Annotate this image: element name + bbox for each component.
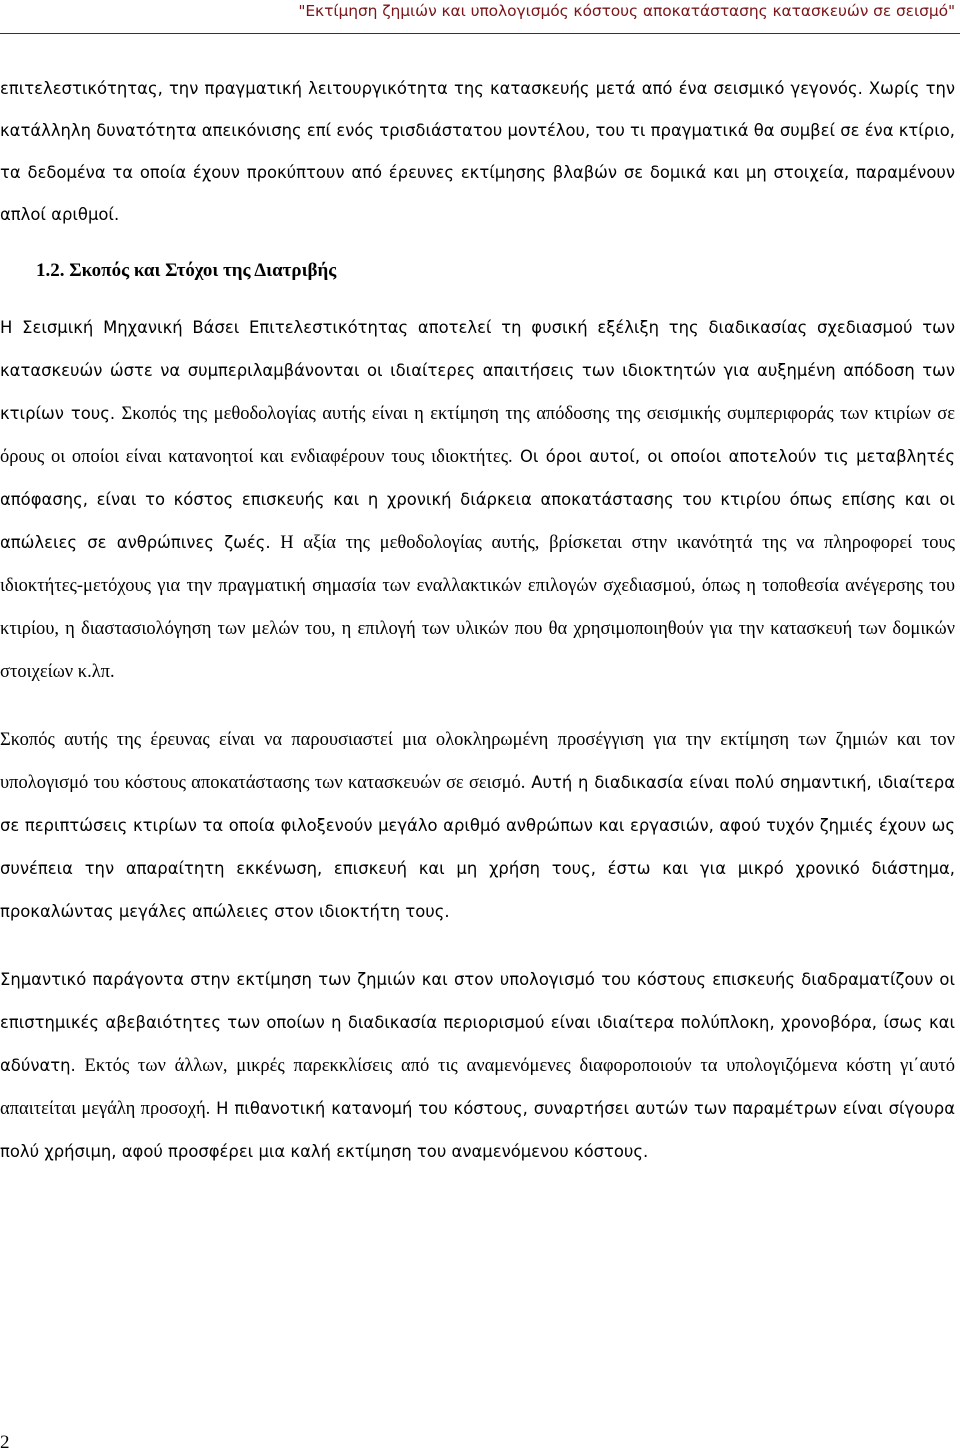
header-divider	[0, 33, 960, 34]
paragraph-2-sentence-2: Αυτή η διαδικασία είναι πολύ σημαντική, ιδιαίτερα σε περιπτώσεις κτιρίων τα οποία φιλοξενούν μεγάλο αριθμό ανθρώπων και εργασιών, αφού τυχόν ζημιές έχουν ως συνέπεια την απαραίτητη εκκένωση, επισκευή και μη χρήση τους, έστω και για μικρό χρονικό διάστημα, προκαλώντας μεγάλες απώλειες στον ιδιοκτήτη τους.	[0, 773, 955, 921]
paragraph-1-sentence-1: Η Σεισμική Μηχανική Βάσει Επιτελεστικότητας αποτελεί τη φυσική εξέλιξη της διαδικασίας σχεδιασμού των κατασκευών ώστε να συμπεριλαμβάνονται οι ιδιαίτερες απαιτήσεις των ιδιοκτητών για αυξημένη απόδοση των κτιρίων τους.	[0, 318, 955, 423]
paragraph-3-sentence-1: Σημαντικό παράγοντα στην εκτίμηση των ζημιών και στον υπολογισμό του κόστους επισκευής διαδραματίζουν οι επιστημικές αβεβαιότητες των οποίων η διαδικασία περιορισμού είναι ιδιαίτερα πολύπλοκη, χρονοβόρα, ίσως και αδύνατη.	[0, 970, 955, 1075]
paragraph-performance-based-design	[0, 306, 955, 693]
section-heading: 1.2. Σκοπός και Στόχοι της Διατριβής	[36, 260, 337, 281]
paragraph-1-sentence-2: Σκοπός της μεθοδολογίας αυτής είναι η εκτίμηση της απόδοσης της σεισμικής συμπεριφοράς των κτιρίων σε όρους οι οποίοι είναι κατανοητοί και ενδιαφέρουν τους ιδιοκτήτες.	[0, 404, 955, 467]
intro-paragraph: επιτελεστικότητας, την πραγματική λειτουργικότητα της κατασκευής μετά από ένα σεισμικό γεγονός. Χωρίς την κατάλληλη δυνατότητα απεικόνισης επί ενός τρισδιάστατου μοντέλου, του τι πραγματικά θα συμβεί σε ένα κτίριο, τα δεδομένα τα οποία έχουν προκύπτουν από έρευνες εκτίμησης βλαβών σε δομικά και μη στοιχεία, παραμένουν απλοί αριθμοί.	[0, 79, 955, 224]
paragraph-1-sentence-4: Η αξία της μεθοδολογίας αυτής, βρίσκεται στην ικανότητά της να πληροφορεί τους ιδιοκτήτες-μετόχους για την πραγματική σημασία των εναλλακτικών επιλογών σχεδιασμού, όπως η τοποθεσία ανέγερσης του κτιρίου, η διαστασιολόγηση των μελών του, η επιλογή των υλικών που θα χρησιμοποιηθούν για την κατασκευή των δομικών στοιχείων κ.λπ.	[0, 533, 956, 682]
paragraph-uncertainties	[0, 958, 955, 1173]
page-number: 2	[0, 1432, 10, 1453]
paragraph-1-sentence-3: Οι όροι αυτοί, οι οποίοι αποτελούν τις μεταβλητές απόφασης, είναι το κόστος επισκευής και η χρονική διάρκεια αποκατάστασης του κτιρίου όπως επίσης και οι απώλειες σε ανθρώπινες ζωές.	[0, 447, 955, 552]
paragraph-research-aim	[0, 718, 955, 933]
page-body	[0, 68, 955, 1173]
paragraph-2-sentence-1: Σκοπός αυτής της έρευνας είναι να παρουσιαστεί μια ολοκληρωμένη προσέγγιση για την εκτίμηση των ζημιών και τον υπολογισμό του κόστους αποκατάστασης των κατασκευών σε σεισμό.	[0, 730, 955, 793]
paragraph-3-sentence-3: Η πιθανοτική κατανομή του κόστους, συναρτήσει αυτών των παραμέτρων είναι σίγουρα πολύ χρήσιμη, αφού προσφέρει μια καλή εκτίμηση του αναμενόμενου κόστους.	[0, 1099, 955, 1161]
paragraph-3-sentence-2: Εκτός των άλλων, μικρές παρεκκλίσεις από τις αναμενόμενες διαφοροποιούν τα υπολογιζόμενα κόστη γι΄αυτό απαιτείται μεγάλη προσοχή.	[0, 1056, 955, 1119]
running-header: "Εκτίμηση ζημιών και υπολογισμός κόστους αποκατάστασης κατασκευών σε σεισμό"	[298, 2, 955, 20]
